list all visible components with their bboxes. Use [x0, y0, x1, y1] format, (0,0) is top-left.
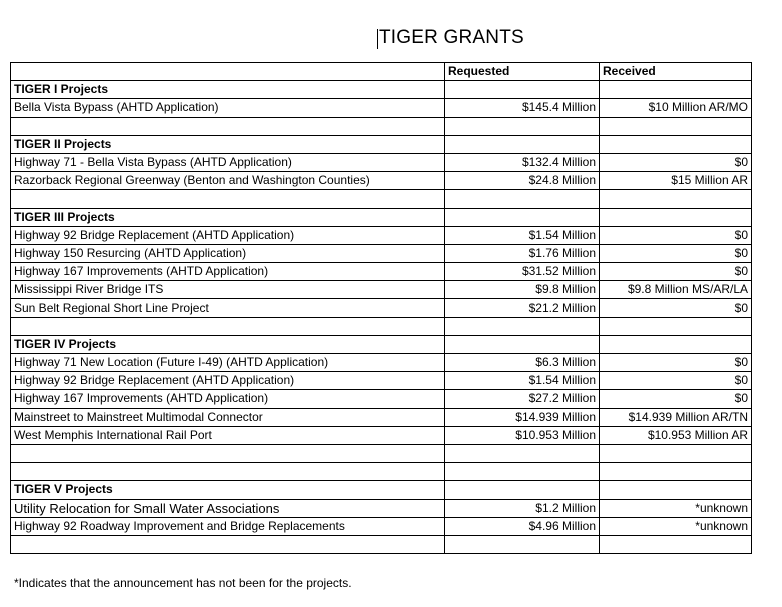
project-name: Highway 167 Improvements (AHTD Application)	[11, 390, 445, 408]
grants-table	[10, 62, 752, 554]
received-amount: $0	[600, 153, 752, 171]
received-amount	[600, 444, 752, 462]
requested-amount	[445, 135, 600, 153]
requested-amount: $1.54 Million	[445, 372, 600, 390]
table-row	[11, 426, 752, 444]
received-amount	[600, 481, 752, 499]
project-name	[11, 117, 445, 135]
received-amount	[600, 463, 752, 481]
project-name: Highway 167 Improvements (AHTD Application)	[11, 263, 445, 281]
table-row	[11, 517, 752, 535]
header-requested: Requested	[445, 63, 600, 81]
project-name	[11, 444, 445, 462]
received-amount: $0	[600, 244, 752, 262]
requested-amount	[445, 335, 600, 353]
table-row	[11, 172, 752, 190]
requested-amount: $21.2 Million	[445, 299, 600, 317]
project-name: Highway 92 Bridge Replacement (AHTD Application)	[11, 372, 445, 390]
received-amount	[600, 208, 752, 226]
text-cursor	[377, 29, 378, 49]
table-row	[11, 299, 752, 317]
project-name: Highway 92 Bridge Replacement (AHTD Application)	[11, 226, 445, 244]
requested-amount	[445, 481, 600, 499]
table-row	[11, 408, 752, 426]
project-name	[11, 190, 445, 208]
received-amount: $0	[600, 299, 752, 317]
table-row	[11, 390, 752, 408]
spacer-row	[11, 317, 752, 335]
project-name	[11, 535, 445, 553]
requested-amount: $4.96 Million	[445, 517, 600, 535]
received-amount	[600, 335, 752, 353]
requested-amount	[445, 317, 600, 335]
received-amount	[600, 135, 752, 153]
spacer-row	[11, 190, 752, 208]
project-name: Mississippi River Bridge ITS	[11, 281, 445, 299]
section-header-row	[11, 135, 752, 153]
project-name: Highway 92 Roadway Improvement and Bridge Replacements	[11, 517, 445, 535]
project-name: Sun Belt Regional Short Line Project	[11, 299, 445, 317]
received-amount: $0	[600, 354, 752, 372]
project-name: Bella Vista Bypass (AHTD Application)	[11, 99, 445, 117]
section-label: TIGER II Projects	[11, 135, 445, 153]
requested-amount: $9.8 Million	[445, 281, 600, 299]
received-amount: $0	[600, 372, 752, 390]
project-name: Mainstreet to Mainstreet Multimodal Connector	[11, 408, 445, 426]
received-amount: *unknown	[600, 517, 752, 535]
project-name: Razorback Regional Greenway (Benton and Washington Counties)	[11, 172, 445, 190]
table-row	[11, 372, 752, 390]
project-name: Highway 150 Resurcing (AHTD Application)	[11, 244, 445, 262]
project-name: Highway 71 - Bella Vista Bypass (AHTD Application)	[11, 153, 445, 171]
requested-amount: $10.953 Million	[445, 426, 600, 444]
received-amount	[600, 117, 752, 135]
spacer-row	[11, 117, 752, 135]
requested-amount: $27.2 Million	[445, 390, 600, 408]
section-header-row	[11, 481, 752, 499]
footnote: *Indicates that the announcement has not been for the projects.	[14, 576, 352, 590]
received-amount: *unknown	[600, 499, 752, 517]
table-row	[11, 281, 752, 299]
requested-amount: $145.4 Million	[445, 99, 600, 117]
project-name: West Memphis International Rail Port	[11, 426, 445, 444]
section-header-row	[11, 335, 752, 353]
requested-amount	[445, 117, 600, 135]
spacer-row	[11, 535, 752, 553]
requested-amount	[445, 208, 600, 226]
section-header-row	[11, 208, 752, 226]
received-amount: $15 Million AR	[600, 172, 752, 190]
received-amount: $0	[600, 263, 752, 281]
requested-amount: $132.4 Million	[445, 153, 600, 171]
table-row	[11, 153, 752, 171]
requested-amount: $24.8 Million	[445, 172, 600, 190]
requested-amount: $31.52 Million	[445, 263, 600, 281]
received-amount: $10.953 Million AR	[600, 426, 752, 444]
received-amount: $0	[600, 390, 752, 408]
requested-amount: $6.3 Million	[445, 354, 600, 372]
received-amount: $10 Million AR/MO	[600, 99, 752, 117]
table-row	[11, 244, 752, 262]
table-row	[11, 499, 752, 517]
project-name	[11, 463, 445, 481]
section-label: TIGER V Projects	[11, 481, 445, 499]
requested-amount	[445, 444, 600, 462]
table-row	[11, 263, 752, 281]
section-label: TIGER III Projects	[11, 208, 445, 226]
section-label: TIGER IV Projects	[11, 335, 445, 353]
requested-amount	[445, 535, 600, 553]
received-amount: $0	[600, 226, 752, 244]
requested-amount: $14.939 Million	[445, 408, 600, 426]
requested-amount	[445, 81, 600, 99]
requested-amount: $1.2 Million	[445, 499, 600, 517]
spacer-row	[11, 463, 752, 481]
received-amount	[600, 317, 752, 335]
table-row	[11, 226, 752, 244]
section-label: TIGER I Projects	[11, 81, 445, 99]
project-name: Highway 71 New Location (Future I-49) (AHTD Application)	[11, 354, 445, 372]
requested-amount	[445, 463, 600, 481]
table-row	[11, 99, 752, 117]
page-title: TIGER GRANTS	[379, 27, 524, 48]
header-cell-project	[11, 63, 445, 81]
requested-amount: $1.76 Million	[445, 244, 600, 262]
project-name: Utility Relocation for Small Water Associations	[11, 499, 445, 517]
received-amount	[600, 535, 752, 553]
header-received: Received	[600, 63, 752, 81]
table-row	[11, 354, 752, 372]
project-name	[11, 317, 445, 335]
received-amount	[600, 81, 752, 99]
received-amount	[600, 190, 752, 208]
received-amount: $9.8 Million MS/AR/LA	[600, 281, 752, 299]
received-amount: $14.939 Million AR/TN	[600, 408, 752, 426]
section-header-row	[11, 81, 752, 99]
table-header-row	[11, 63, 752, 81]
spacer-row	[11, 444, 752, 462]
requested-amount	[445, 190, 600, 208]
requested-amount: $1.54 Million	[445, 226, 600, 244]
